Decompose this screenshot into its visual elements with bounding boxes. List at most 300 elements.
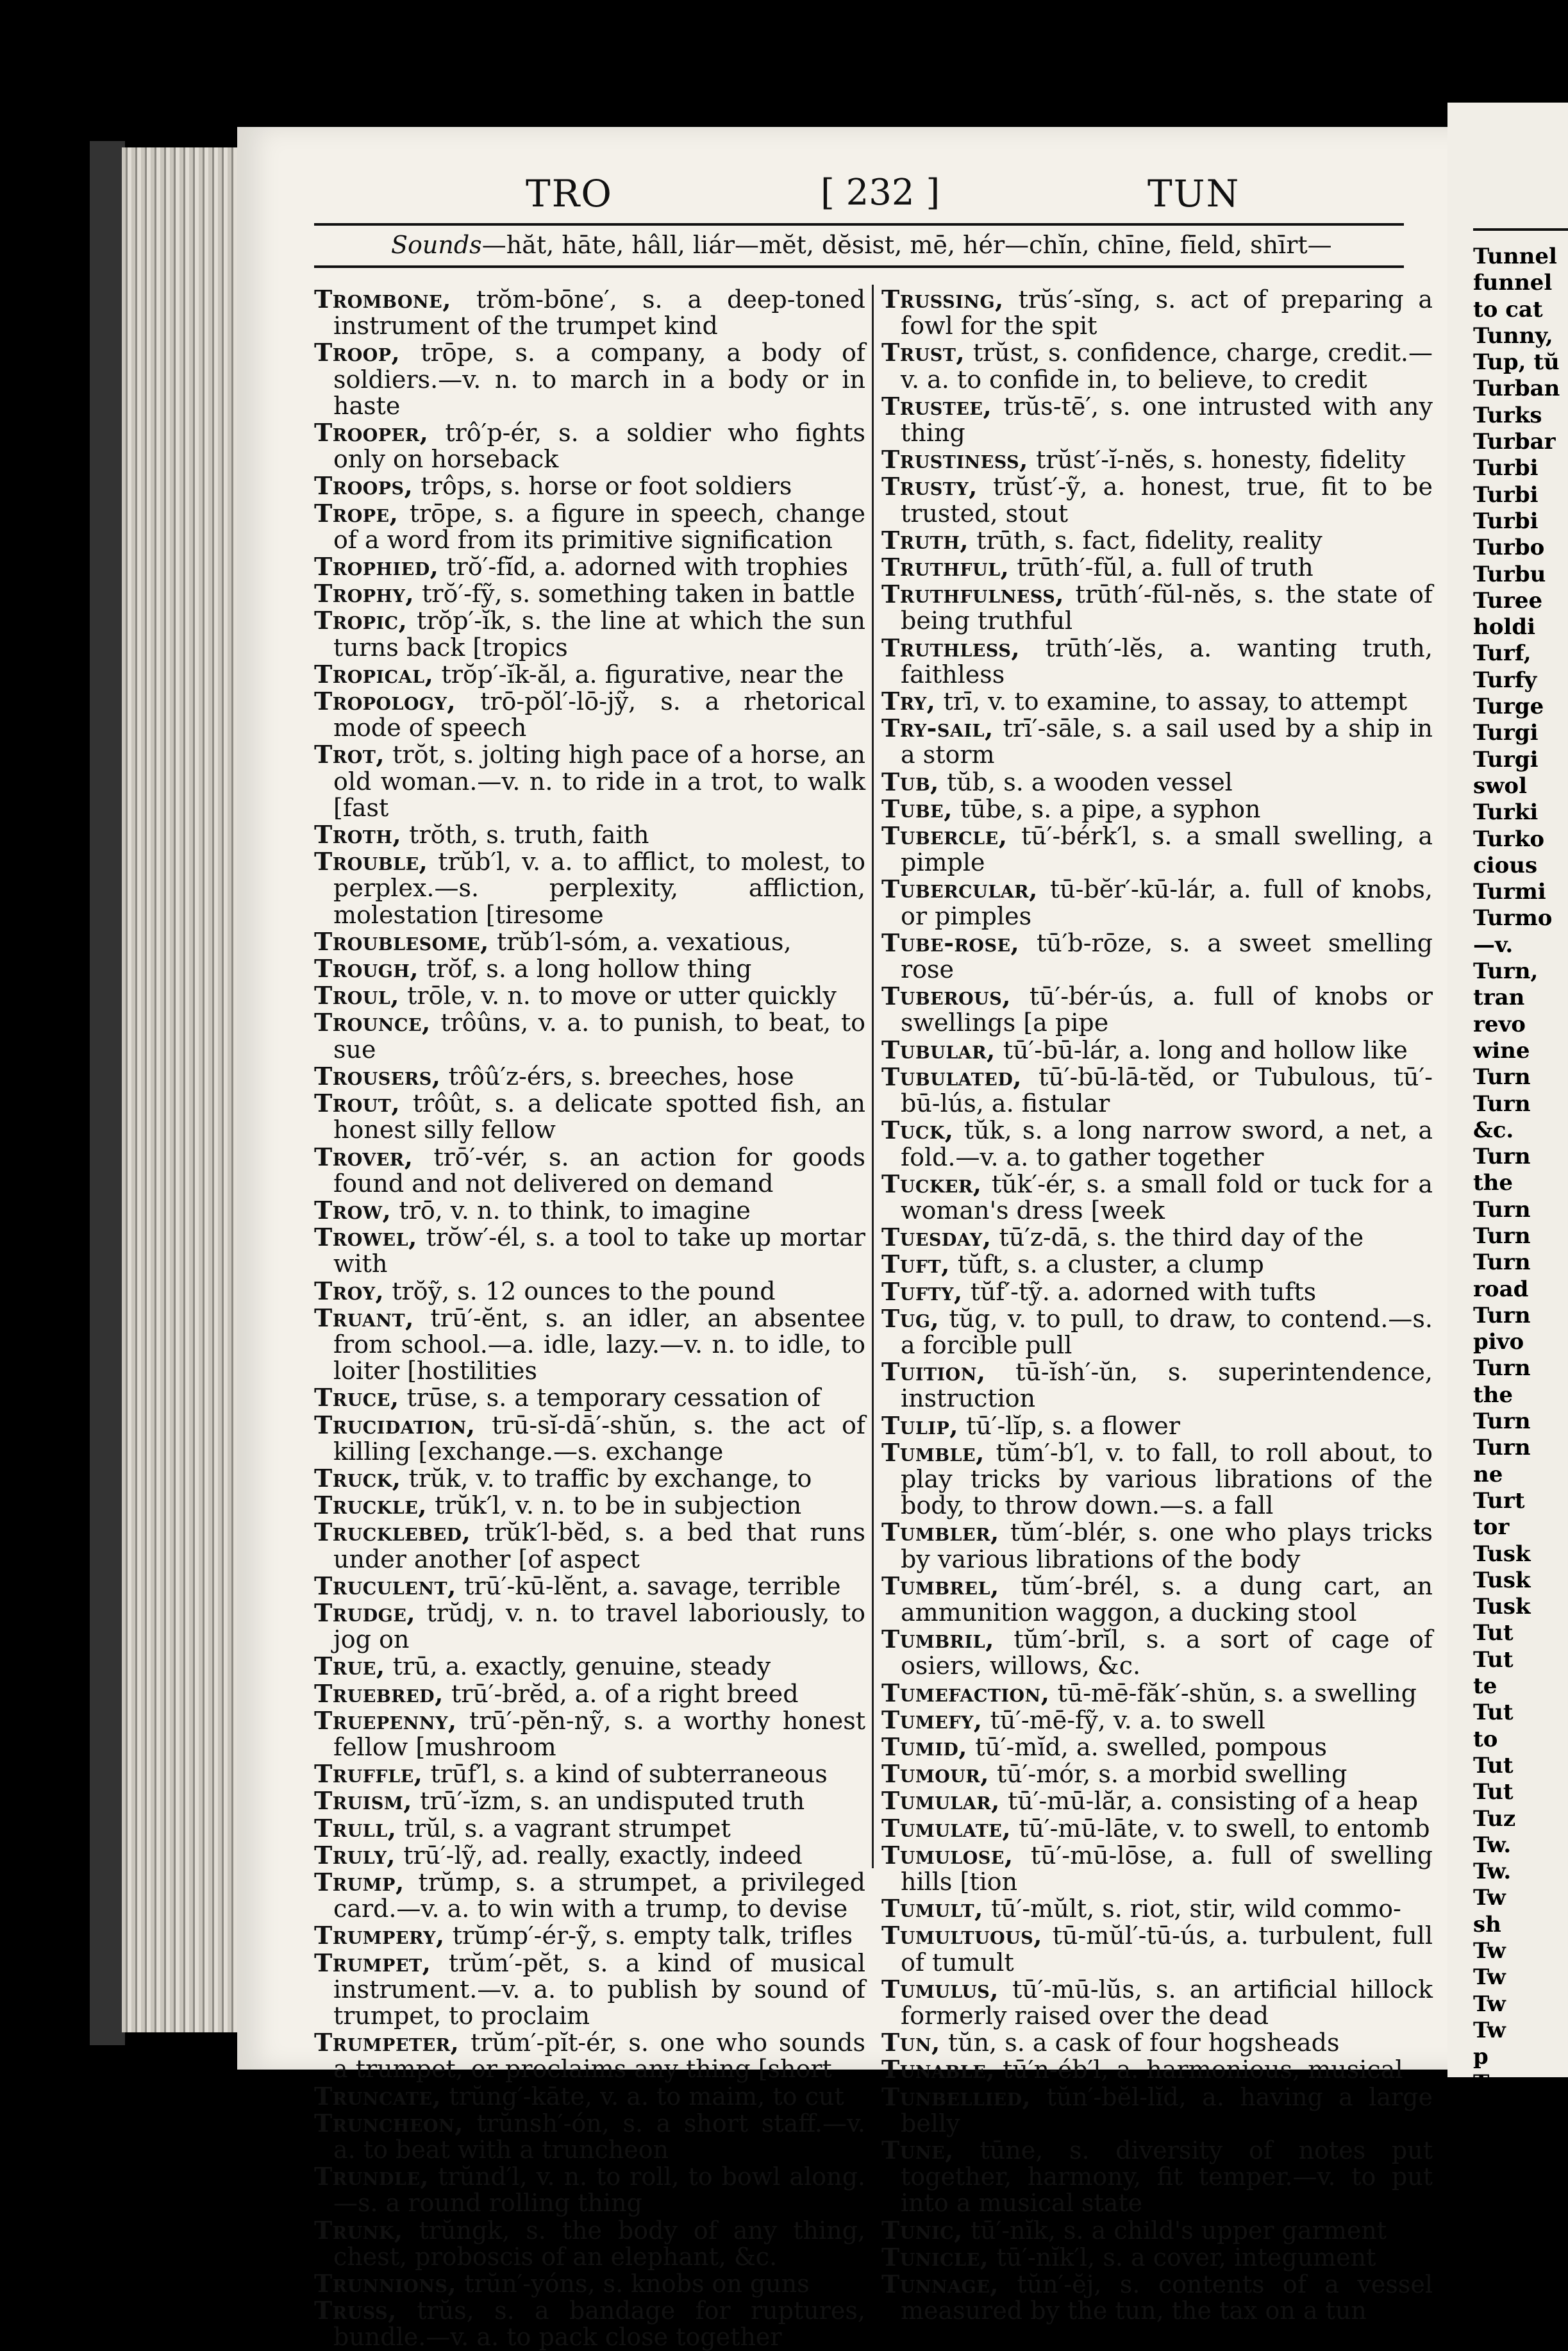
dictionary-entry	[881, 446, 1433, 473]
dictionary-entry	[314, 688, 865, 741]
facing-page-fragment: Tup, tŭ	[1473, 349, 1560, 376]
headword: Tune,	[881, 2136, 954, 2165]
dictionary-entry	[314, 580, 865, 607]
definition: trŏth, s. truth, faith	[409, 821, 649, 849]
dictionary-entry	[314, 1144, 865, 1197]
facing-page-fragment: tor	[1473, 1514, 1510, 1541]
headword: Tunnage,	[881, 2270, 999, 2299]
dictionary-entry	[314, 1707, 865, 1761]
definition: trū′-ĕnt, s. an idler, an absentee from school.—a. idle, lazy.—v. n. to idle, to loiter [hostilities	[333, 1303, 865, 1385]
facing-page-fragment: Tw	[1473, 2070, 1506, 2096]
dictionary-entry	[881, 823, 1433, 876]
headword: Tumulose,	[881, 1840, 1013, 1870]
definition: trŭmp′-ér-ỹ, s. empty talk, trifles	[452, 1921, 853, 1950]
definition: trŭng′-kāte, v. a. to maim, to cut	[449, 2082, 844, 2111]
dictionary-entry	[314, 1761, 865, 1787]
headword: Tufty,	[881, 1276, 963, 1306]
facing-page-fragment: Tusk	[1473, 1541, 1531, 1567]
headword: Tunicle,	[881, 2242, 989, 2272]
definition: tū′-lĭp, s. a flower	[966, 1411, 1180, 1440]
headword: Truthful,	[881, 553, 1010, 582]
dictionary-entry	[314, 955, 865, 982]
headword: Truebred,	[314, 1678, 444, 1708]
facing-page-fragment: Turn	[1473, 1250, 1531, 1276]
header-rule	[314, 223, 1404, 226]
headword: Truant,	[314, 1303, 414, 1332]
definition: tŭg, v. to pull, to draw, to contend.—s. a forcible pull	[901, 1304, 1433, 1359]
definition: trī, v. to examine, to assay, to attempt	[943, 687, 1408, 716]
headword: Tumultuous,	[881, 1921, 1042, 1950]
facing-page-fragment: revo	[1473, 1011, 1526, 1037]
facing-page-fragment: Turko	[1473, 826, 1545, 852]
dictionary-entry	[881, 1734, 1433, 1761]
facing-page-fragment: &c.	[1473, 1117, 1514, 1143]
definition: trū-sĭ-dā′-shŭn, s. the act of killing [exchange.—s. exchange	[333, 1410, 865, 1466]
facing-page-fragment: Tw.	[1473, 1859, 1512, 1885]
facing-page-fragment: Tw	[1473, 1964, 1506, 1991]
dictionary-entry	[314, 1787, 865, 1814]
definition: trŭnd′l, v. n. to roll, to bowl along.—s. a round rolling thing	[333, 2163, 865, 2218]
headword: Tube-rose,	[881, 928, 1020, 957]
definition: trŭst′-ỹ, a. honest, true, fit to be trusted, stout	[901, 473, 1433, 528]
headword: Tuft,	[881, 1250, 950, 1279]
definition: trôût, s. a delicate spotted fish, an honest silly fellow	[333, 1089, 865, 1144]
definition: tū-mŭl′-tū-ús, a. turbulent, full of tumult	[901, 1921, 1433, 1977]
headword: Trumpeter,	[314, 2028, 460, 2057]
facing-page-fragment: Tusk	[1473, 1567, 1531, 1593]
dictionary-entry	[881, 1251, 1433, 1278]
headword: Trumpery,	[314, 1921, 445, 1950]
headword: Tun,	[881, 2028, 940, 2057]
headword: Truncheon,	[314, 2108, 463, 2138]
headword: Tropology,	[314, 687, 456, 716]
facing-page-fragment: Turf,	[1473, 640, 1531, 667]
headword: Truss,	[314, 2296, 397, 2325]
headword: Truth,	[881, 525, 969, 555]
headword: Trout,	[314, 1089, 401, 1118]
dictionary-entry	[314, 928, 865, 955]
facing-page-fragment: Turgi	[1473, 720, 1539, 746]
dictionary-entry	[314, 661, 865, 688]
dictionary-entry	[314, 1197, 865, 1224]
definition: tŭk, s. a long narrow sword, a net, a fold.—v. a. to gather together	[901, 1116, 1433, 1171]
dictionary-entry	[314, 339, 865, 419]
definition: trŏf, s. a long hollow thing	[426, 955, 752, 983]
dictionary-entry	[881, 2137, 1433, 2217]
headword: Truce,	[314, 1383, 399, 1412]
facing-page-fragment: Turee	[1473, 587, 1543, 614]
dictionary-entry	[314, 741, 865, 821]
pronunciation-key	[391, 231, 1332, 259]
headword: Trophy,	[314, 579, 415, 608]
definition: trŭb′l, v. a. to afflict, to molest, to perplex.—s. perplexity, affliction, molestation [tiresome	[333, 848, 865, 929]
dictionary-entry	[314, 500, 865, 553]
headword: Trustee,	[881, 391, 992, 421]
dictionary-entry	[314, 1653, 865, 1680]
headword: Trunk,	[314, 2215, 403, 2245]
dictionary-entry	[881, 1064, 1433, 1117]
facing-page-fragment: Tw.	[1473, 1832, 1512, 1858]
dictionary-entry	[881, 1037, 1433, 1064]
facing-page-fragment: to cat	[1473, 296, 1543, 322]
facing-page-fragment: p	[1473, 2044, 1489, 2070]
definition: trôû′z-érs, s. breeches, hose	[448, 1062, 794, 1091]
definition: tū′b-rōze, s. a sweet smelling rose	[901, 928, 1433, 984]
definition: tū′-mē-fỹ, v. a. to swell	[990, 1705, 1265, 1734]
page-header	[314, 172, 1404, 223]
headword: Trucklebed,	[314, 1518, 471, 1547]
book-spine	[90, 141, 125, 2045]
facing-page-fragment: Turn	[1473, 1223, 1531, 1249]
facing-page-fragment: Turban	[1473, 376, 1560, 402]
facing-page-fragment: Turn	[1473, 1435, 1531, 1461]
definition: tū′n-éb′l, a. harmonious, musical	[1003, 2055, 1403, 2084]
definition: trôps, s. horse or foot soldiers	[421, 472, 792, 501]
definition: trūth′-fŭl, a. full of truth	[1017, 553, 1314, 582]
definition: trū, a. exactly, genuine, steady	[392, 1652, 771, 1681]
dictionary-entry	[881, 1976, 1433, 2029]
dictionary-entry	[881, 1707, 1433, 1734]
definition: trŭnsh′-ón, s. a short staff.—v. a. to beat with a truncheon	[333, 2109, 865, 2164]
headword: Tropic,	[314, 606, 408, 635]
headword: Tuberous,	[881, 982, 1011, 1011]
dictionary-entry	[314, 1600, 865, 1653]
definition: tū-bĕr′-kū-lár, a. full of knobs, or pimples	[901, 875, 1433, 930]
definition: trŭst′-ĭ-nĕs, s. honesty, fidelity	[1035, 446, 1406, 474]
facing-page-fragment: Turbar	[1473, 429, 1556, 455]
definition: trŭk′l-bĕd, s. a bed that runs under another [of aspect	[333, 1518, 865, 1573]
facing-page-fragment: the	[1473, 1382, 1514, 1408]
facing-page-fragment: Turfy	[1473, 667, 1537, 693]
definition: trŭk, v. to traffic by exchange, to	[408, 1464, 812, 1493]
facing-page-fragment: Turn	[1473, 1196, 1531, 1223]
headword: Tubulated,	[881, 1062, 1022, 1091]
dictionary-entry	[314, 1922, 865, 1949]
facing-page-fragment: te	[1473, 1673, 1497, 1700]
definition: tū′-bū-lár, a. long and hollow like	[1003, 1035, 1408, 1064]
dictionary-entry	[314, 1412, 865, 1465]
dictionary-entry	[881, 876, 1433, 929]
dictionary-entry	[314, 2083, 865, 2110]
headword: Tumour,	[881, 1759, 989, 1789]
facing-page-fragment: Tw	[1473, 1991, 1506, 2017]
dictionary-entry	[314, 821, 865, 848]
dictionary-entry	[314, 419, 865, 473]
dictionary-entry	[314, 1090, 865, 1143]
facing-page-fragment: wine	[1473, 1037, 1530, 1064]
definition: tŭm′-brél, s. a dung cart, an ammunition waggon, a ducking stool	[901, 1571, 1433, 1627]
definition: trūf′l, s. a kind of subterraneous	[430, 1760, 828, 1789]
headword: Truthless,	[881, 633, 1021, 662]
sounds-text: —hăt, hāte, hâll, liár—mĕt, dĕsist, mē, hér—chĭn, chīne, fīeld, shīrt—	[481, 231, 1332, 259]
definition: trō-pŏl′-lō-jỹ, s. a rhetorical mode of speech	[333, 687, 865, 742]
definition: trŭdj, v. n. to travel laboriously, to jog on	[333, 1598, 865, 1654]
dictionary-entry	[314, 553, 865, 580]
facing-page-fragment: ne	[1473, 1461, 1503, 1487]
headword: Tuck,	[881, 1116, 954, 1145]
facing-page-fragment: pivo	[1473, 1329, 1524, 1355]
headword: Tumbrel,	[881, 1571, 999, 1600]
definition: trŭn′-yóns, s. knobs on guns	[464, 2270, 810, 2298]
headword: Trounce,	[314, 1008, 431, 1037]
headword: Trusty,	[881, 472, 978, 501]
dictionary-entry	[881, 688, 1433, 715]
dictionary-entry	[314, 473, 865, 499]
dictionary-entry	[881, 1922, 1433, 1975]
headword: Tumbril,	[881, 1625, 994, 1654]
headword: Trust,	[881, 338, 965, 367]
dictionary-entry	[881, 769, 1433, 796]
definition: trŏ′-fĭd, a. adorned with trophies	[446, 553, 848, 581]
dictionary-entry	[881, 393, 1433, 446]
facing-page-fragment: the	[1473, 1170, 1514, 1196]
dictionary-entry	[881, 2056, 1433, 2083]
facing-page-fragment: Tut	[1473, 1752, 1514, 1778]
headword: Tumulus,	[881, 1974, 999, 2004]
dictionary-entry	[881, 2271, 1433, 2324]
headword: Truffle,	[314, 1759, 423, 1789]
facing-page-fragment: Turbu	[1473, 561, 1546, 587]
dictionary-entry	[881, 1842, 1433, 1895]
headword: Tropical,	[314, 659, 434, 689]
definition: trŭs, s. a bandage for ruptures, bundle.—v. a. to pack close together	[333, 2297, 865, 2351]
dictionary-entry	[881, 1626, 1433, 1679]
definition: tū′-bérk′l, s. a small swelling, a pimple	[901, 822, 1433, 877]
dictionary-entry	[314, 1009, 865, 1062]
headword: Trumpet,	[314, 1948, 431, 1977]
headword: Tubercle,	[881, 821, 1008, 851]
dictionary-entry	[881, 581, 1433, 634]
dictionary-entry	[314, 848, 865, 928]
dictionary-entry	[881, 930, 1433, 983]
right-column	[881, 286, 1433, 2324]
headword: Tumular,	[881, 1786, 1000, 1816]
definition: trū′-kū-lĕnt, a. savage, terrible	[463, 1571, 841, 1600]
dictionary-entry	[314, 607, 865, 660]
facing-page-fragment: Turn	[1473, 1064, 1531, 1091]
headword: Tuesday,	[881, 1223, 992, 1252]
facing-page-fragment: Tut	[1473, 1779, 1514, 1805]
dictionary-entry	[314, 1950, 865, 2030]
definition: tū′-bér-ús, a. full of knobs or swellings [a pipe	[901, 982, 1433, 1037]
headword: Tunic,	[881, 2215, 963, 2245]
definition: trō, v. n. to think, to imagine	[399, 1196, 751, 1225]
facing-page-fragment: Turn	[1473, 1302, 1531, 1328]
definition: trŏỹ, s. 12 ounces to the pound	[392, 1276, 776, 1305]
facing-page-fragment: tran	[1473, 985, 1525, 1011]
dictionary-entry	[314, 1573, 865, 1600]
definition: trū′-lỹ, ad. really, exactly, indeed	[403, 1841, 803, 1870]
dictionary-entry	[314, 2297, 865, 2350]
dictionary-entry	[881, 2244, 1433, 2271]
dictionary-entry	[314, 286, 865, 339]
definition: tŭm′-brĭl, s. a sort of cage of osiers, willows, &c.	[901, 1625, 1433, 1680]
headword: Truepenny,	[314, 1705, 457, 1735]
definition: tū′-mĭd, a. swelled, pompous	[975, 1732, 1327, 1761]
definition: tūbe, s. a pipe, a syphon	[960, 794, 1261, 823]
headword: Truly,	[314, 1840, 396, 1870]
dictionary-entry	[881, 715, 1433, 768]
definition: trōpe, s. a figure in speech, change of a word from its primitive signification	[333, 499, 865, 554]
headword: Tumulate,	[881, 1813, 1012, 1843]
definition: trūth′-fŭl-nĕs, s. the state of being truthful	[901, 580, 1433, 635]
dictionary-entry	[314, 1519, 865, 1572]
dictionary-entry	[314, 2217, 865, 2270]
facing-page-fragment: Turge	[1473, 694, 1544, 720]
facing-page-fragment: Tw	[1473, 1938, 1506, 1964]
definition: tū′z-dā, s. the third day of the	[999, 1223, 1364, 1252]
facing-page-fragment: Tut	[1473, 1700, 1514, 1726]
definition: trŏw′-él, s. a tool to take up mortar with	[333, 1223, 865, 1278]
facing-page-fragment: Tunnel	[1473, 244, 1557, 269]
dictionary-entry	[881, 1895, 1433, 1922]
headword: Tumult,	[881, 1894, 983, 1923]
headword: Truism,	[314, 1786, 413, 1816]
dictionary-entry	[881, 527, 1433, 554]
column-divider	[872, 285, 874, 1868]
definition: trŭmp, s. a strumpet, a privileged card.—v. a. to win with a trump, to devise	[333, 1868, 865, 1923]
headword: Troop,	[314, 338, 401, 367]
headword: Truncate,	[314, 2081, 442, 2111]
facing-page-edge	[1447, 103, 1568, 2096]
facing-page-fragment: Tut	[1473, 1646, 1514, 1673]
headword: Tumbler,	[881, 1518, 999, 1547]
dictionary-entry	[881, 1761, 1433, 1787]
definition: tū′-mū-lăr, a. consisting of a heap	[1007, 1787, 1419, 1816]
headword: Tuition,	[881, 1357, 986, 1387]
headword: Truck,	[314, 1463, 401, 1493]
headword: Trousers,	[314, 1061, 441, 1091]
sounds-label: Sounds	[391, 231, 482, 259]
headword: Trooper,	[314, 418, 429, 448]
facing-page-fragment: Turbi	[1473, 508, 1539, 534]
definition: trŭs′-sĭng, s. act of preparing a fowl for the spit	[901, 285, 1433, 340]
definition: trŭst, s. confidence, charge, credit.—v. a. to confide in, to believe, to credit	[901, 339, 1433, 394]
dictionary-entry	[314, 1815, 865, 1842]
facing-page-fragment: Turn	[1473, 1409, 1531, 1435]
facing-page-fragment: Turks	[1473, 402, 1542, 428]
definition: trŏp′-ĭk, s. the line at which the sun turns back [tropics	[333, 607, 865, 662]
facing-page-fragment: Turn	[1473, 1144, 1531, 1170]
headword: Trussing,	[881, 285, 1004, 314]
definition: trŭl, s. a vagrant strumpet	[404, 1814, 731, 1843]
headword: Trope,	[314, 498, 399, 528]
dictionary-entry	[881, 635, 1433, 688]
definition: trŏm-bōne′, s. a deep-toned instrument of the trumpet kind	[333, 285, 865, 340]
facing-page-fragment: Turn,	[1473, 958, 1539, 985]
dictionary-entry	[881, 2217, 1433, 2244]
dictionary-entry	[881, 1305, 1433, 1359]
dictionary-entry	[314, 1278, 865, 1305]
headword: Tulip,	[881, 1410, 958, 1440]
dictionary-entry	[314, 2029, 865, 2082]
headword: Truthfulness,	[881, 580, 1064, 609]
definition: trōpe, s. a company, a body of soldiers.—v. n. to march in a body or in haste	[333, 339, 865, 420]
facing-page-fragment: Turbi	[1473, 481, 1539, 508]
definition: trū′-brĕd, a. of a right breed	[451, 1679, 799, 1708]
dictionary-entry	[881, 1224, 1433, 1251]
facing-page-fragment: Turbo	[1473, 535, 1545, 561]
definition: tŭn′-ĕj, s. contents of a vessel measured by the tun, the tax on a tun	[901, 2270, 1433, 2325]
headword: Truckle,	[314, 1491, 428, 1520]
facing-page-fragment: Turki	[1473, 799, 1539, 826]
definition: tŭf′-tỹ. a. adorned with tufts	[970, 1277, 1317, 1306]
dictionary-entry	[314, 1869, 865, 1922]
facing-page-fragment: Turmo	[1473, 905, 1553, 932]
dictionary-entry	[881, 2084, 1433, 2137]
dictionary-entry	[881, 1519, 1433, 1572]
dictionary-entry	[314, 1305, 865, 1385]
dictionary-entry	[314, 2110, 865, 2163]
headword: Tumble,	[881, 1437, 985, 1467]
dictionary-entry	[881, 796, 1433, 823]
headword: Tumefy,	[881, 1705, 983, 1734]
page-number: [ 232 ]	[821, 172, 940, 213]
definition: trōle, v. n. to move or utter quickly	[407, 982, 837, 1010]
definition: tū′-mór, s. a morbid swelling	[997, 1760, 1347, 1789]
headword: Trophied,	[314, 552, 439, 581]
facing-page-fragment: holdi	[1473, 614, 1536, 640]
headword: Trump,	[314, 1867, 405, 1896]
headword: Tubular,	[881, 1035, 996, 1064]
definition: trô′p-ér, s. a soldier who fights only on horseback	[333, 419, 865, 474]
facing-page-fragment: Turn	[1473, 1355, 1531, 1382]
dictionary-entry	[881, 983, 1433, 1036]
definition: tŭft, s. a cluster, a clump	[957, 1250, 1264, 1279]
definition: trŏp′-ĭk-ăl, a. figurative, near the	[441, 660, 844, 689]
definition: trôûns, v. a. to punish, to beat, to sue	[333, 1008, 865, 1064]
definition: tŭk′-ér, s. a small fold or tuck for a woman's dress [week	[901, 1169, 1433, 1225]
facing-page-fragment: road	[1473, 1276, 1529, 1302]
definition: tŭn′-bĕl-lĭd, a. having a large belly	[901, 2082, 1433, 2138]
definition: tū′-mŭlt, s. riot, stir, wild commo-	[990, 1895, 1401, 1923]
dictionary-entry	[881, 1680, 1433, 1707]
facing-page-fragment: Tuz	[1473, 1805, 1516, 1832]
dictionary-entry	[881, 1117, 1433, 1170]
facing-page-fragment: Tut	[1473, 1620, 1514, 1646]
dictionary-entry	[881, 1573, 1433, 1626]
headword: Trow,	[314, 1195, 392, 1225]
headword: Tug,	[881, 1303, 940, 1333]
headword: Tubercular,	[881, 874, 1038, 904]
definition: tū′-mū-lŭs, s. an artificial hillock formerly raised over the dead	[901, 1975, 1433, 2030]
headword: True,	[314, 1652, 385, 1681]
headword: Troul,	[314, 981, 399, 1010]
dictionary-entry	[881, 1787, 1433, 1814]
headword: Tucker,	[881, 1169, 982, 1198]
definition: tŭm′-b′l, v. to fall, to roll about, to play tricks by various librations of the body, to throw down.—s. a fall	[901, 1438, 1433, 1520]
headword: Tumefaction,	[881, 1678, 1050, 1707]
definition: tū-ĭsh′-ŭn, s. superintendence, instruction	[901, 1358, 1433, 1413]
definition: trŭngk, s. the body of any thing, chest, proboscis of an elephant, &c.	[333, 2216, 865, 2271]
headword: Tube,	[881, 794, 953, 823]
facing-page-fragment: Turn	[1473, 1091, 1531, 1117]
headword: Trouble,	[314, 847, 428, 876]
definition: tŭn, s. a cask of four hogsheads	[947, 2029, 1340, 2057]
headword: Tunable,	[881, 2055, 996, 2084]
dictionary-entry	[314, 2270, 865, 2297]
dictionary-entry	[881, 1278, 1433, 1305]
facing-page-fragment: Tusk	[1473, 1594, 1531, 1620]
facing-page-rule	[1473, 228, 1568, 231]
facing-page-fragment: Turgi	[1473, 746, 1539, 773]
definition: trūth′-lĕs, a. wanting truth, faithless	[901, 633, 1433, 689]
facing-page-fragment: —v.	[1473, 932, 1514, 958]
definition: tū′-nĭk′l, s. a cover, integument	[996, 2243, 1376, 2272]
dictionary-entry	[881, 473, 1433, 526]
definition: trŭs-tē′, s. one intrusted with any thing	[901, 392, 1433, 448]
dictionary-entry	[314, 1842, 865, 1869]
